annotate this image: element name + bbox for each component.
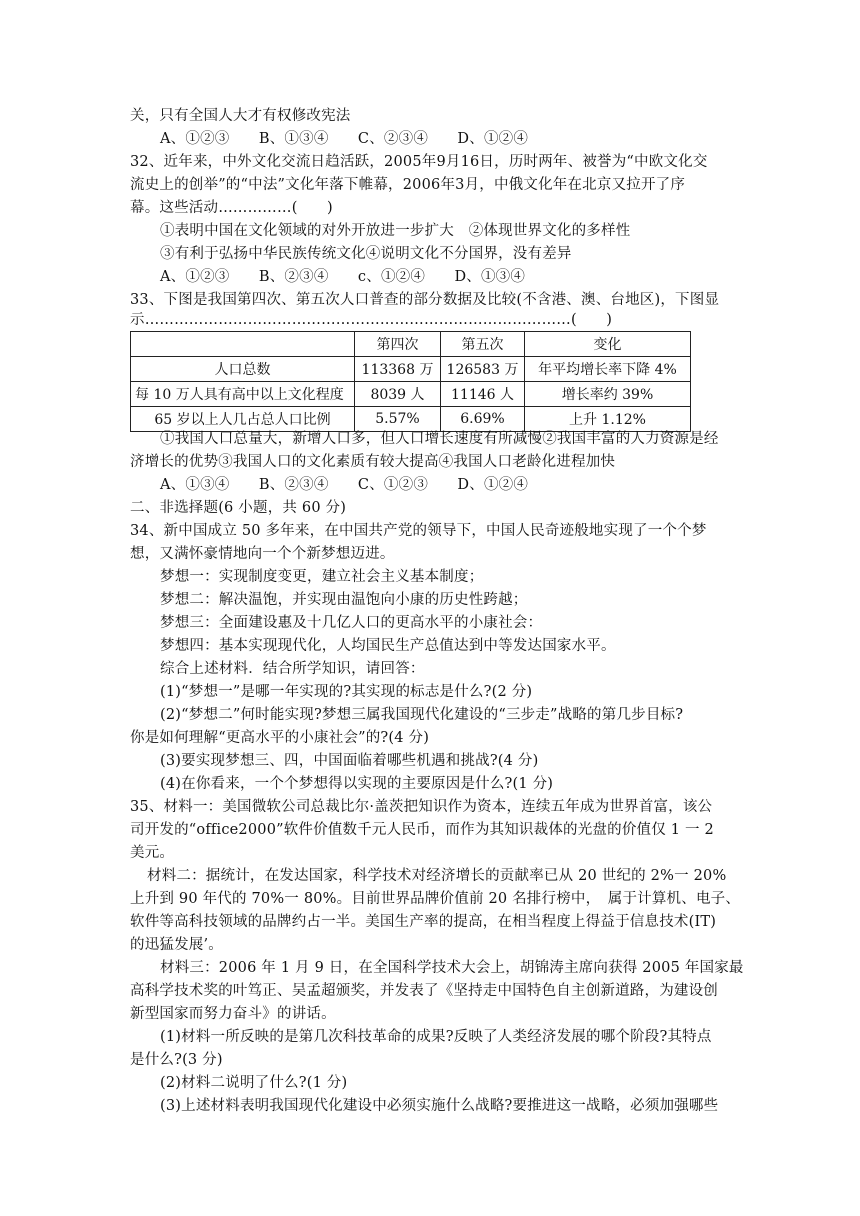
text-line: 济增长的优势③我国人口的文化素质有较大提高④我国人口老龄化进程加快	[130, 454, 616, 470]
material-line: 材料三：2006 年 1 月 9 日，在全国科学技术大会上，胡锦涛主席向获得 2005 年国家最	[160, 960, 744, 976]
sub-question: (2)材料二说明了什么?(1 分)	[160, 1075, 348, 1091]
table-cell: 5.57%	[355, 407, 441, 432]
text-line: 新型国家而努力奋斗》的讲话。	[130, 1006, 336, 1022]
text-line: 流史上的创举”的“中法”文化年落下帷幕，2006年3月，中俄文化年在北京又拉开了序	[130, 177, 686, 193]
table-cell: 人口总数	[131, 357, 355, 382]
sub-question: (1)材料一所反映的是第几次科技革命的成果?反映了人类经济发展的哪个阶段?其特点	[160, 1029, 712, 1045]
census-table	[130, 331, 691, 432]
question-33: 33、下图是我国第四次、第五次人口普查的部分数据及比较(不含港、澳、台地区)，下图显	[130, 292, 720, 308]
table-row	[131, 382, 691, 407]
answer-options: A、①③④ B、②③④ C、①②③ D、①②④	[160, 477, 529, 493]
sub-question: (2)“梦想二”何时能实现?梦想三属我国现代化建设的“三步走”战略的第几步目标?	[160, 707, 684, 723]
text-line: 上升到 90 年代的 70%一 80%。目前世界品牌价值前 20 名排行榜中， 属于计算机、电子、	[130, 891, 741, 907]
sub-question: (1)“梦想一”是哪一年实现的?其实现的标志是什么?(2 分)	[160, 684, 533, 700]
table-cell: 6.69%	[441, 407, 525, 432]
text-line: 美元。	[130, 845, 175, 861]
statement-line: ③有利于弘扬中华民族传统文化④说明文化不分国界，没有差异	[160, 246, 572, 262]
table-cell: 65 岁以上人几占总人口比例	[131, 407, 355, 432]
text-line: 想，又满怀豪情地向一个个新梦想迈进。	[130, 546, 395, 562]
answer-options: A、①②③ B、①③④ C、②③④ D、①②④	[160, 131, 529, 147]
dream-line: 梦想三：全面建设惠及十几亿人口的更高水平的小康社会：	[160, 615, 543, 631]
text-line: 关，只有全国人大才有权修改宪法	[130, 108, 351, 124]
table-header-row	[131, 332, 691, 357]
dream-line: 梦想四：基本实现现代化，人均国民生产总值达到中等发达国家水平。	[160, 638, 616, 654]
statement-line: ①表明中国在文化领域的对外开放进一步扩大 ②体现世界文化的多样性	[160, 223, 631, 239]
section-heading: 二、非选择题(6 小题，共 60 分)	[130, 500, 347, 516]
text-line: 综合上述材料．结合所学知识，请回答：	[160, 661, 425, 677]
text-line: 的迅猛发展’。	[130, 937, 224, 953]
text-line: 软件等高科技领域的品牌约占一半。美国生产率的提高，在相当程度上得益于信息技术(IT)	[130, 914, 717, 930]
question-34: 34、新中国成立 50 多年来，在中国共产党的领导下，中国人民奇迹般地实现了一个个梦	[130, 523, 707, 539]
statement-line: ①我国人口总量大，新增人口多，但人口增长速度有所减慢②我国丰富的人力资源是经	[160, 431, 719, 447]
table-cell: 113368 万	[355, 357, 441, 382]
dream-line: 梦想二：解决温饱，并实现由温饱向小康的历史性跨越；	[160, 592, 528, 608]
material-line: 材料二：据统计，在发达国家，科学技术对经济增长的贡献率已从 20 世纪的 2%一 20%	[147, 868, 727, 884]
table-cell: 126583 万	[441, 357, 525, 382]
text-line: 是什么?(3 分)	[130, 1052, 223, 1068]
text-line: 你是如何理解“更高水平的小康社会”的?(4 分)	[130, 730, 430, 746]
table-header-cell: 变化	[525, 332, 691, 357]
answer-options: A、①②③ B、②③④ c、①②④ D、①③④	[160, 269, 526, 285]
table-cell: 11146 人	[441, 382, 525, 407]
table-row	[131, 407, 691, 432]
sub-question: (3)要实现梦想三、四，中国面临着哪些机遇和挑战?(4 分)	[160, 753, 539, 769]
table-header-cell: 第五次	[441, 332, 525, 357]
table-header-cell: 第四次	[355, 332, 441, 357]
table-header-cell	[131, 332, 355, 357]
table-row	[131, 357, 691, 382]
text-line: 司开发的“office2000”软件价值数千元人民币，而作为其知识裁体的光盘的价值仅 1 一 2	[130, 822, 714, 838]
table-cell: 每 10 万人具有高中以上文化程度	[131, 382, 355, 407]
text-line: 幕。这些活动……………( )	[130, 200, 333, 216]
sub-question: (3)上述材料表明我国现代化建设中必须实施什么战略?要推进这一战略，必须加强哪些	[160, 1098, 719, 1114]
table-cell: 8039 人	[355, 382, 441, 407]
text-line: 示……………………………………………………………………………( )	[130, 312, 613, 328]
table-cell: 增长率约 39%	[525, 382, 691, 407]
table-cell: 年平均增长率下降 4%	[525, 357, 691, 382]
sub-question: (4)在你看来，一个个梦想得以实现的主要原因是什么?(1 分)	[160, 776, 554, 792]
dream-line: 梦想一：实现制度变更，建立社会主义基本制度；	[160, 569, 484, 585]
table-cell: 上升 1.12%	[525, 407, 691, 432]
question-32: 32、近年来，中外文化交流日趋活跃，2005年9月16日，历时两年、被誉为“中欧文化交	[130, 154, 708, 170]
question-35: 35、材料一：美国微软公司总裁比尔·盖茨把知识作为资本，连续五年成为世界首富，该公	[130, 799, 713, 815]
text-line: 高科学技术奖的叶笃正、吴孟超颁奖，并发表了《坚持走中国特色自主创新道路，为建设创	[130, 983, 718, 999]
